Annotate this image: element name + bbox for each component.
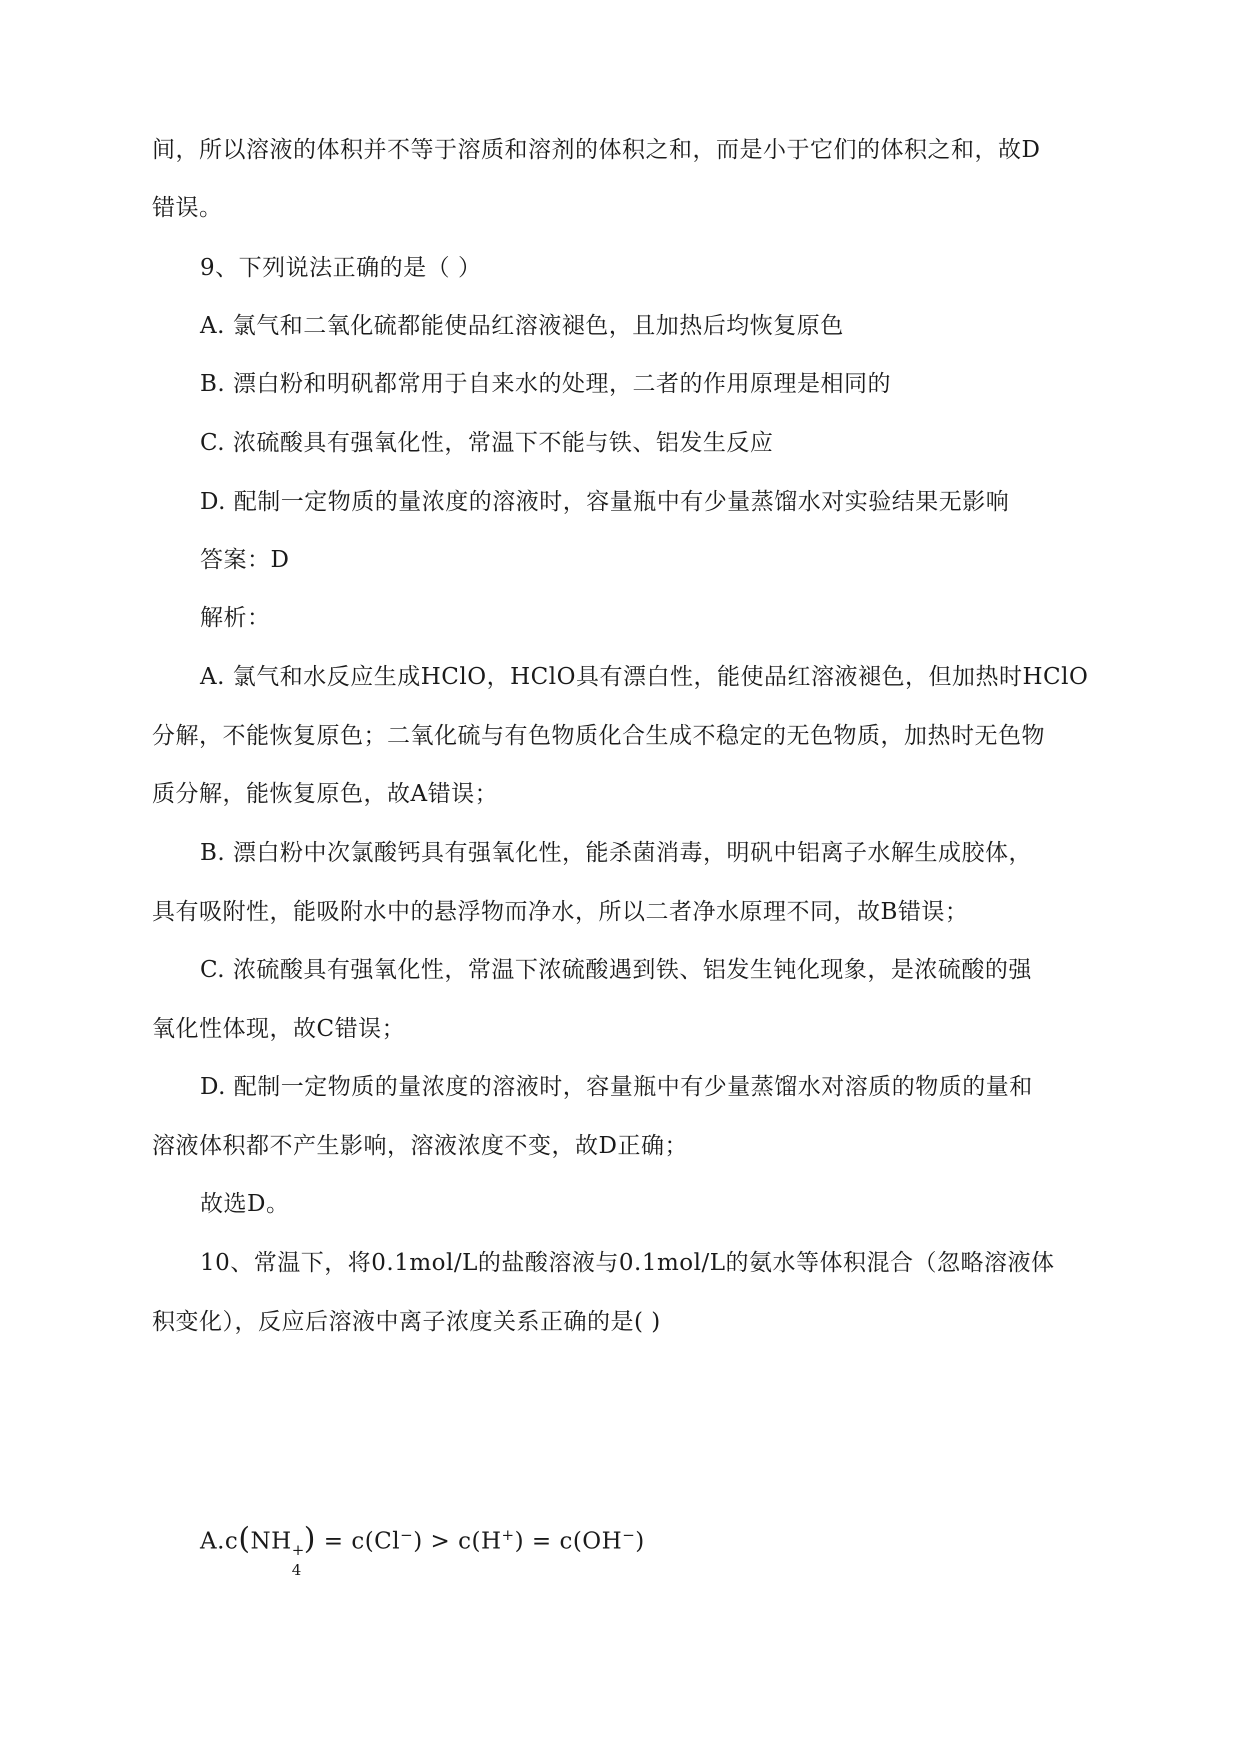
analysis-heading: 解析：: [200, 605, 271, 631]
formula-eq1: = c(Cl: [315, 1528, 401, 1555]
analysis-b-line: B. 漂白粉中次氯酸钙具有强氧化性，能杀菌消毒，明矾中铝离子水解生成胶体，: [200, 840, 1033, 866]
analysis-c-line: 氧化性体现，故C错误；: [152, 1016, 406, 1042]
analysis-d-line: 溶液体积都不产生影响，溶液浓度不变，故D正确；: [152, 1133, 688, 1159]
formula-eq2: ) = c(OH: [514, 1528, 623, 1555]
formula-h-sup: +: [501, 1526, 515, 1544]
formula-nh: NH: [250, 1528, 292, 1555]
question-9-option-a: A. 氯气和二氧化硫都能使品红溶液褪色，且加热后均恢复原色: [200, 313, 844, 339]
text-line: 间，所以溶液的体积并不等于溶质和溶剂的体积之和，而是小于它们的体积之和，故D: [152, 137, 1041, 163]
formula-nh-sup: +: [291, 1540, 305, 1559]
question-9-option-d: D. 配制一定物质的量浓度的溶液时，容量瓶中有少量蒸馏水对实验结果无影响: [200, 489, 1010, 515]
analysis-a-line: 质分解，能恢复原色，故A错误；: [152, 781, 499, 807]
formula-cl-sup: −: [400, 1526, 414, 1544]
question-10-stem: 积变化），反应后溶液中离子浓度关系正确的是( ): [152, 1309, 661, 1335]
formula-nh-sub: 4: [291, 1560, 302, 1579]
conclusion-line: 故选D。: [200, 1191, 290, 1217]
formula-paren-open: (: [238, 1521, 251, 1557]
analysis-a-line: A. 氯气和水反应生成HClO，HClO具有漂白性，能使品红溶液褪色，但加热时HClO: [200, 664, 1089, 690]
question-9-option-c: C. 浓硫酸具有强氧化性，常温下不能与铁、铝发生反应: [200, 430, 774, 456]
text-line: 错误。: [152, 195, 223, 221]
analysis-b-line: 具有吸附性，能吸附水中的悬浮物而净水，所以二者净水原理不同，故B错误；: [152, 899, 969, 925]
question-10-option-a-formula: [200, 1520, 645, 1579]
formula-close: ): [635, 1528, 645, 1555]
answer-line: 答案：D: [200, 547, 290, 573]
formula-gt: ) > c(H: [413, 1528, 502, 1555]
analysis-a-line: 分解，不能恢复原色；二氧化硫与有色物质化合生成不稳定的无色物质，加热时无色物: [152, 723, 1045, 749]
question-9-stem: 9、下列说法正确的是（ ）: [200, 255, 482, 281]
question-10-stem: 10、常温下，将0.1mol/L的盐酸溶液与0.1mol/L的氨水等体积混合（忽略溶液体: [200, 1250, 1055, 1276]
formula-paren-close: ): [303, 1521, 316, 1557]
formula-prefix: A.: [200, 1528, 225, 1555]
analysis-c-line: C. 浓硫酸具有强氧化性，常温下浓硫酸遇到铁、铝发生钝化现象，是浓硫酸的强: [200, 957, 1032, 983]
formula-c: c: [224, 1528, 239, 1555]
question-9-option-b: B. 漂白粉和明矾都常用于自来水的处理，二者的作用原理是相同的: [200, 371, 892, 397]
formula-oh-sup: −: [622, 1526, 636, 1544]
analysis-d-line: D. 配制一定物质的量浓度的溶液时，容量瓶中有少量蒸馏水对溶质的物质的量和: [200, 1074, 1033, 1100]
